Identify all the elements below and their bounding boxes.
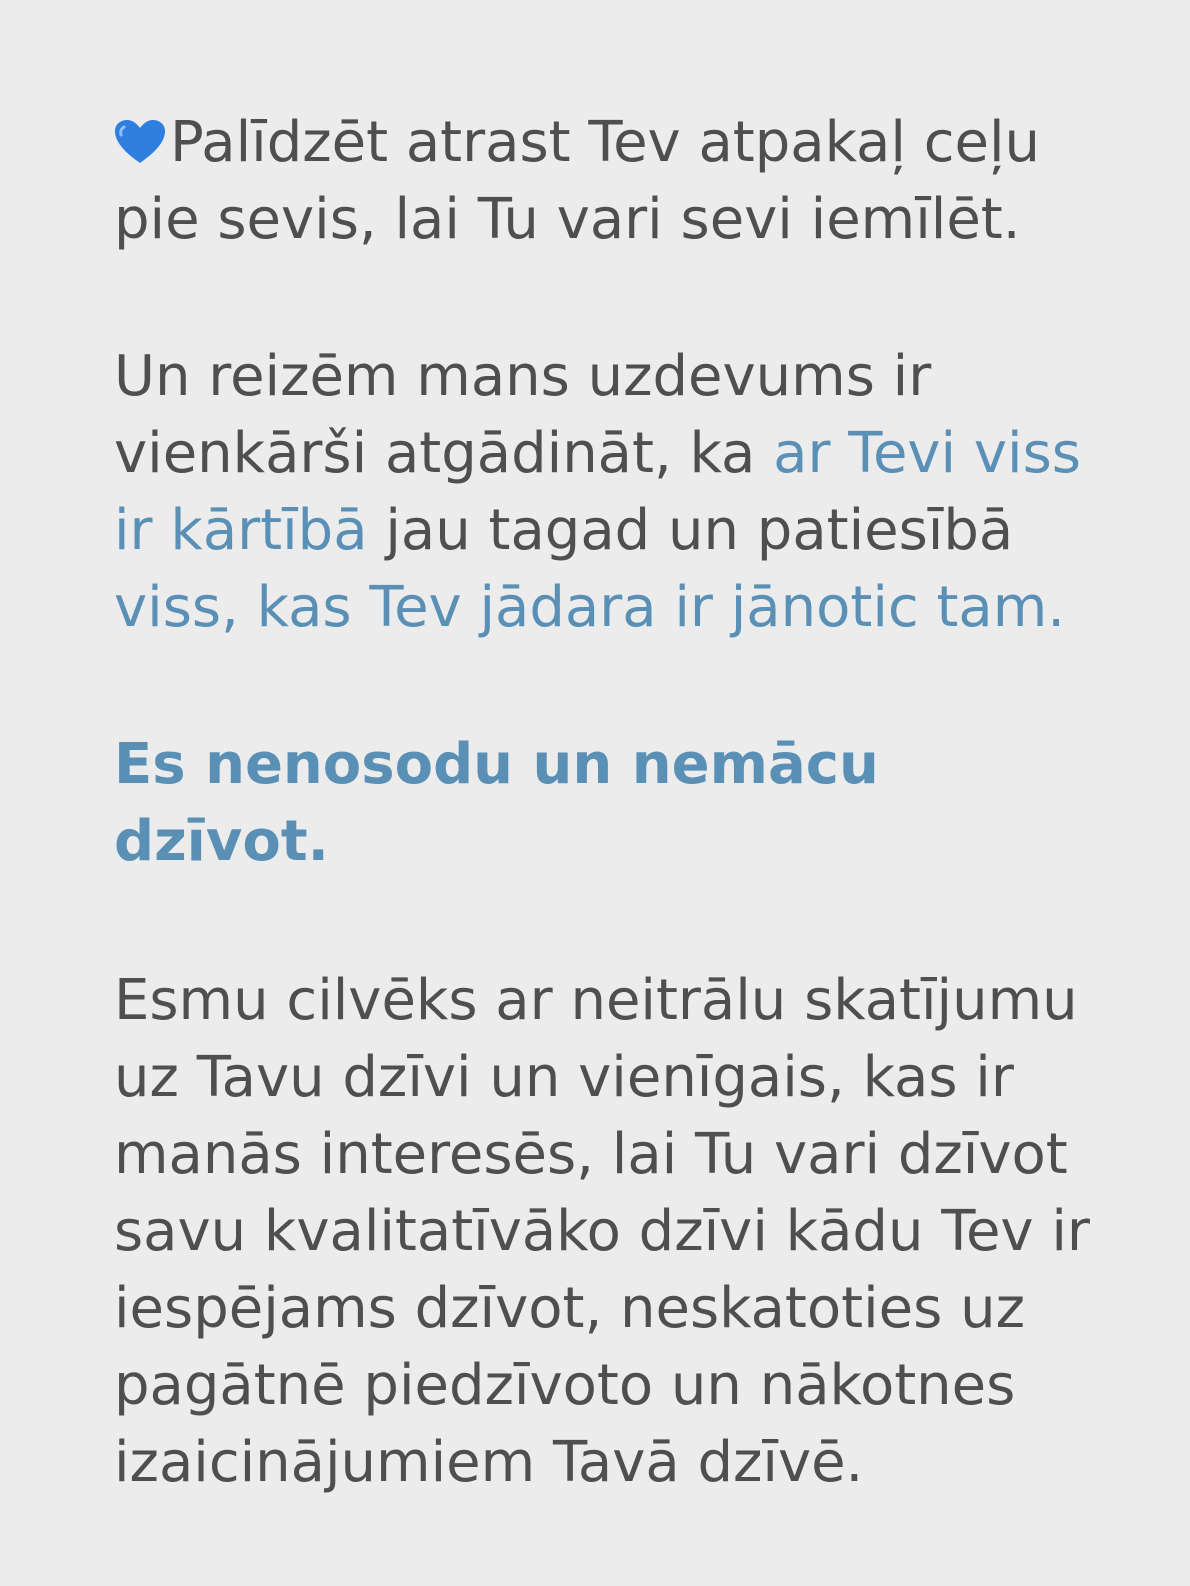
task-highlight-1: ar Tevi viss ir kārtībā (114, 421, 1081, 563)
text-content (114, 104, 1104, 1501)
task-highlight-2: viss, kas Tev jādara ir jānotic tam. (114, 575, 1066, 640)
body-paragraph: Esmu cilvēks ar neitrālu skatījumu uz Tavu dzīvi un vienīgais, kas ir manās interesēs, lai Tu vari dzīvot savu kvalitatīvāko dzīvi kādu Tev ir iespējams dzīvot, neskatoties uz pagātnē piedzīvoto un nākotnes izaicinājumiem Tavā dzīvē. (114, 968, 1090, 1495)
blue-heart-icon (114, 119, 166, 165)
intro-paragraph (114, 104, 1104, 258)
task-paragraph (114, 338, 1104, 646)
intro-text: Palīdzēt atrast Tev atpakaļ ceļu pie sevis, lai Tu vari sevi iemīlēt. (114, 110, 1041, 252)
task-text-part1: Un reizēm mans uzdevums ir vienkārši atgādināt, ka (114, 344, 932, 486)
task-text-part2: jau tagad un patiesībā (367, 498, 1014, 563)
section-heading: Es nenosodu un nemācu dzīvot. (114, 732, 879, 874)
